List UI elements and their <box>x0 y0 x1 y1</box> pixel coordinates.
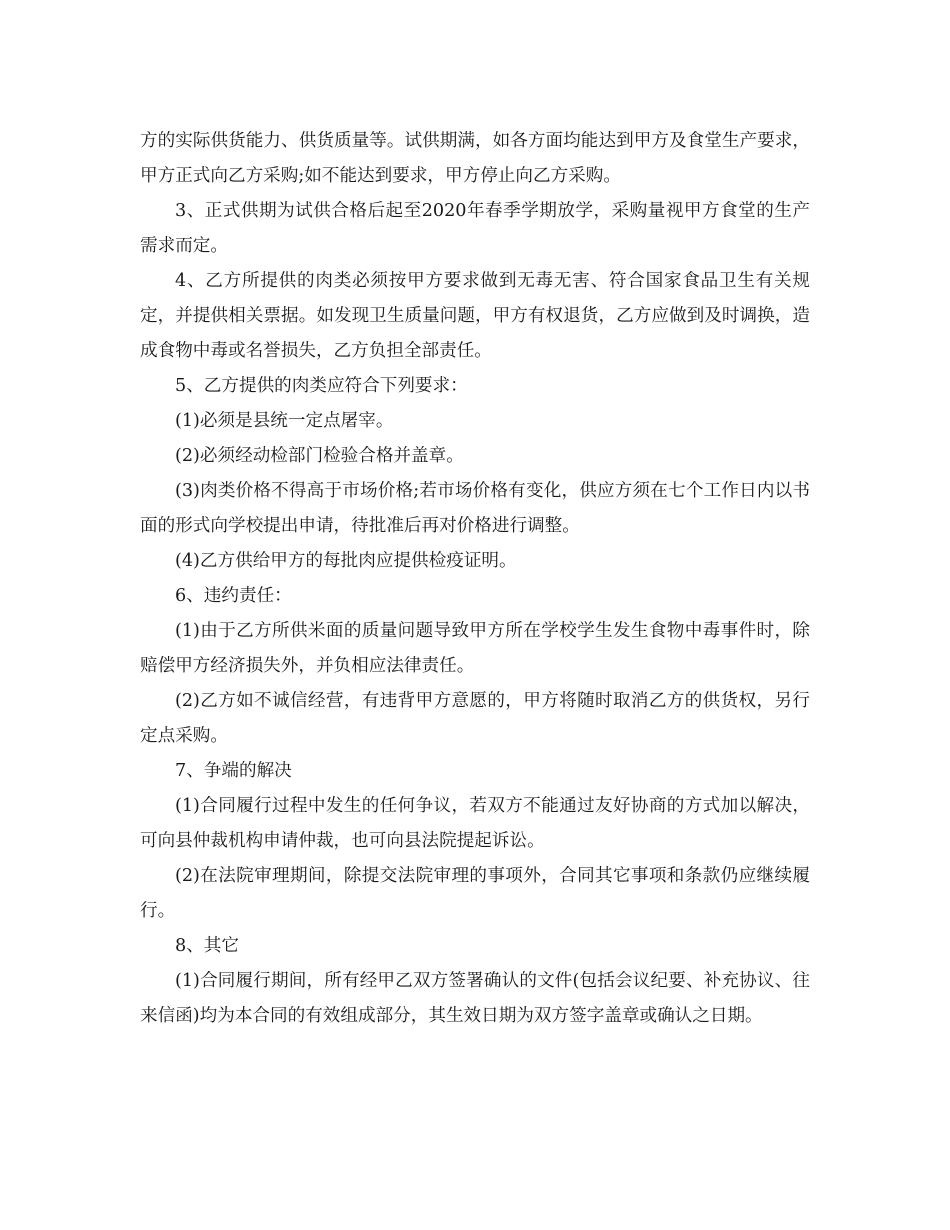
clause-8-item-1: (1)合同履行期间，所有经甲乙双方签署确认的文件(包括会议纪要、补充协议、往来信函)均为本合同的有效组成部分，其生效日期为双方签字盖章或确认之日期。 <box>140 971 810 1026</box>
clause-5-item-2: (2)必须经动检部门检验合格并盖章。 <box>175 446 464 466</box>
paragraph-continuation: 方的实际供货能力、供货质量等。试供期满，如各方面均能达到甲方及食堂生产要求，甲方正式向乙方采购;如不能达到要求，甲方停止向乙方采购。 <box>140 131 810 186</box>
contract-body <box>140 124 810 1034</box>
clause-3-supply-period: 3、正式供期为试供合格后起至2020年春季学期放学，采购量视甲方食堂的生产需求而定。 <box>140 201 810 256</box>
clause-7-heading: 7、争端的解决 <box>175 761 292 781</box>
clause-7-item-1: (1)合同履行过程中发生的任何争议，若双方不能通过友好协商的方式加以解决，可向县仲裁机构申请仲裁，也可向县法院提起诉讼。 <box>140 796 810 851</box>
clause-6-heading: 6、违约责任： <box>175 586 292 606</box>
clause-7-item-2: (2)在法院审理期间，除提交法院审理的事项外，合同其它事项和条款仍应继续履行。 <box>140 866 810 921</box>
clause-8-heading: 8、其它 <box>175 936 239 956</box>
clause-5-item-4: (4)乙方供给甲方的每批肉应提供检疫证明。 <box>175 551 517 571</box>
clause-5-item-1: (1)必须是县统一定点屠宰。 <box>175 411 394 431</box>
clause-5-heading: 5、乙方提供的肉类应符合下列要求： <box>175 376 468 396</box>
clause-4-meat-safety: 4、乙方所提供的肉类必须按甲方要求做到无毒无害、符合国家食品卫生有关规定，并提供相关票据。如发现卫生质量问题，甲方有权退货，乙方应做到及时调换，造成食物中毒或名誉损失，乙方负担全部责任。 <box>140 271 810 361</box>
clause-5-item-3: (3)肉类价格不得高于市场价格;若市场价格有变化，供应方须在七个工作日内以书面的形式向学校提出申请，待批准后再对价格进行调整。 <box>140 481 810 536</box>
clause-6-item-1: (1)由于乙方所供米面的质量问题导致甲方所在学校学生发生食物中毒事件时，除赔偿甲方经济损失外，并负相应法律责任。 <box>140 621 810 676</box>
clause-6-item-2: (2)乙方如不诚信经营，有违背甲方意愿的，甲方将随时取消乙方的供货权，另行定点采购。 <box>140 691 810 746</box>
